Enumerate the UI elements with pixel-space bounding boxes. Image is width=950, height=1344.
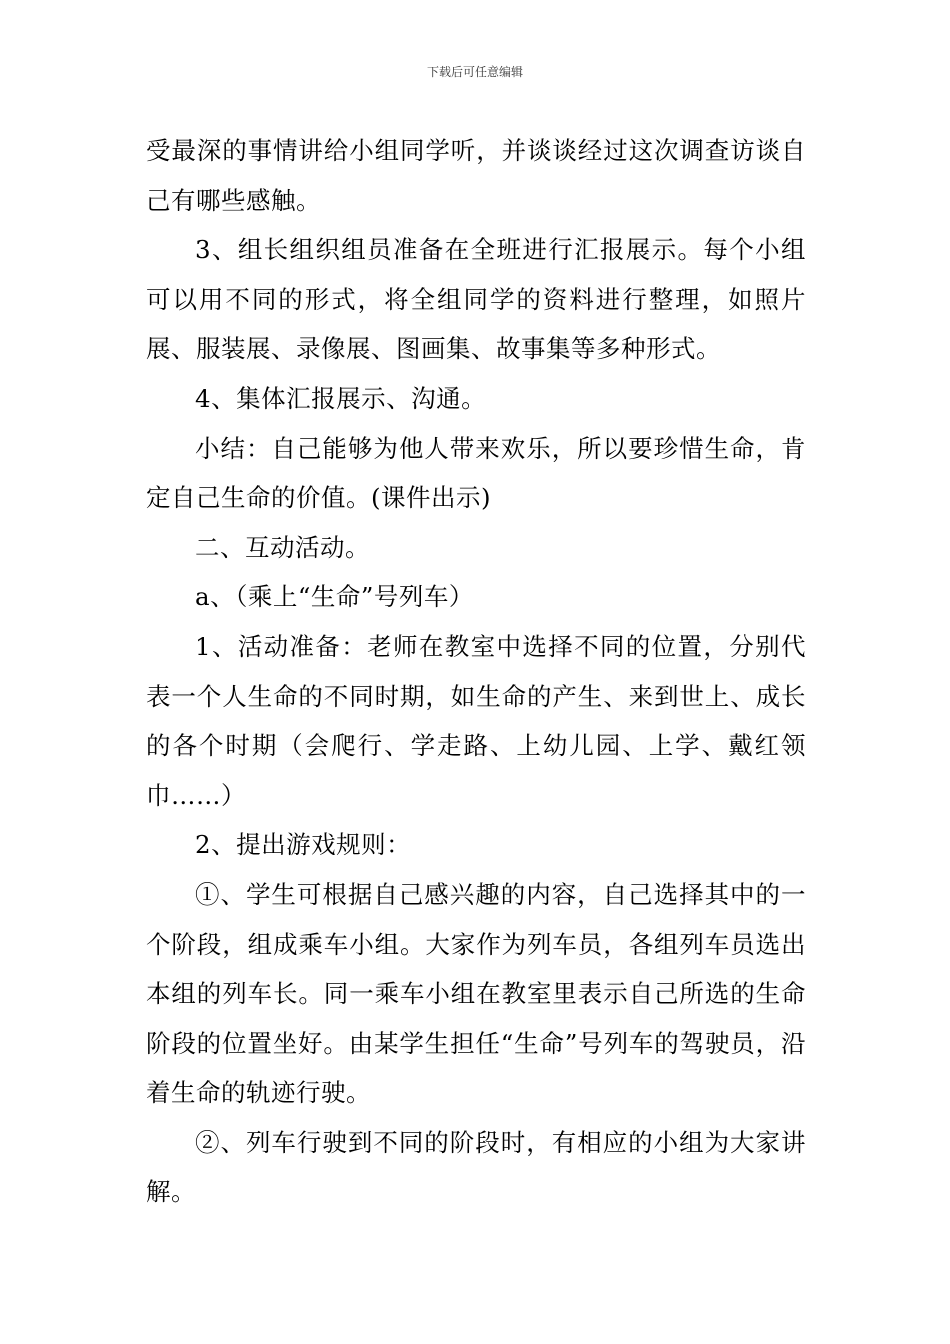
paragraph-summary: 小结：自己能够为他人带来欢乐，所以要珍惜生命，肯定自己生命的价值。(课件出示) [146,433,806,513]
paragraph-activity-preparation: 1、活动准备：老师在教室中选择不同的位置，分别代表一个人生命的不同时期，如生命的产生、来到世上、成长的各个时期（会爬行、学走路、上幼儿园、上学、戴红领巾……） [146,631,806,810]
paragraph-step-3: 3、组长组织组员准备在全班进行汇报展示。每个小组可以用不同的形式，将全组同学的资料进行整理，如照片展、服装展、录像展、图画集、故事集等多种形式。 [146,235,806,364]
document-body [146,126,806,1217]
paragraph-rule-1: ①、学生可根据自己感兴趣的内容，自己选择其中的一个阶段，组成乘车小组。大家作为列车员，各组列车员选出本组的列车长。同一乘车小组在教室里表示自己所选的生命阶段的位置坐好。由某学生担任“生命”号列车的驾驶员，沿着生命的轨迹行驶。 [146,879,806,1108]
section-heading-interactive-activity: 二、互动活动。 [195,532,370,562]
paragraph-step-4: 4、集体汇报展示、沟通。 [195,383,487,413]
subsection-heading-life-train: a、（乘上“生命”号列车） [195,582,474,612]
paragraph-game-rules-heading: 2、提出游戏规则： [195,830,412,860]
page-header: 下载后可任意编辑 [426,65,523,79]
paragraph-rule-2: ②、列车行驶到不同的阶段时，有相应的小组为大家讲解。 [146,1127,806,1207]
paragraph-continuation: 受最深的事情讲给小组同学听，并谈谈经过这次调查访谈自己有哪些感触。 [146,136,806,215]
